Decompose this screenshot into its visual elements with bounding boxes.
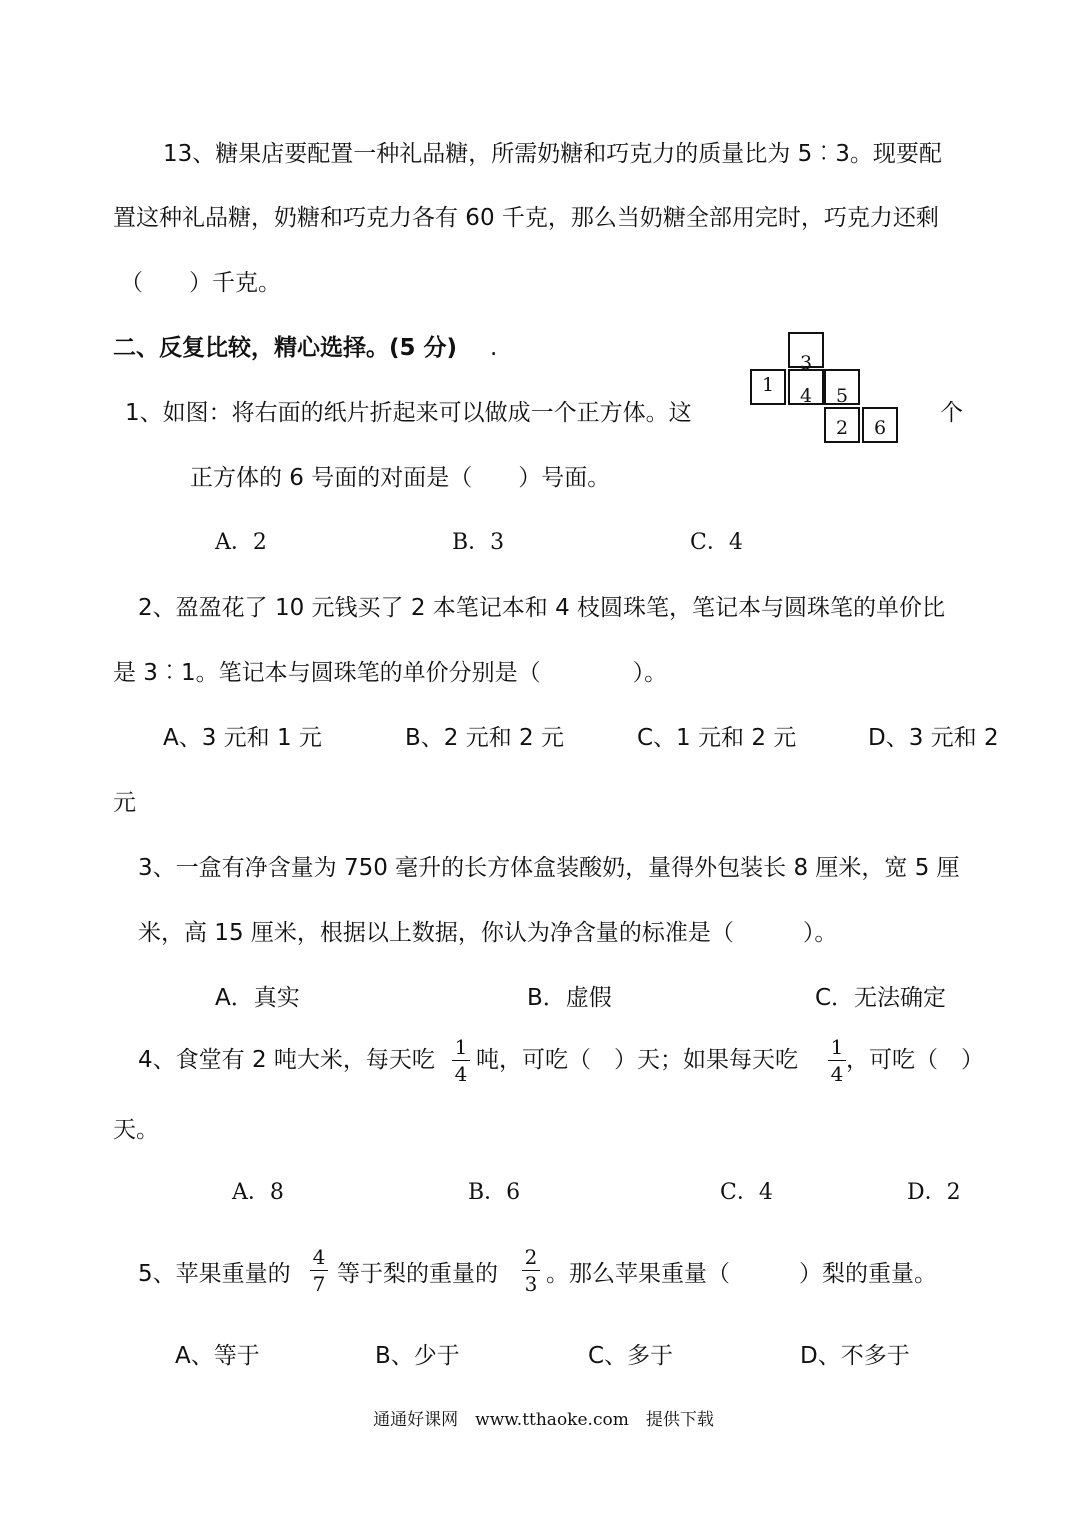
- net-cell-6: 6: [862, 407, 898, 443]
- page-footer: 通通好课网 www.tthaoke.com 提供下载: [373, 1410, 714, 1430]
- net-cell-3: 3: [788, 332, 824, 368]
- q4-fraction-1-numerator: 1: [454, 1035, 468, 1059]
- q2-option-d-wrap: 元: [113, 790, 136, 816]
- q4-text-part3: ，可吃（ ）: [846, 1047, 984, 1073]
- q2-option-d: D、3 元和 2: [868, 725, 999, 751]
- q13-line3: （ ）千克。: [120, 270, 281, 296]
- net-cell-2: 2: [824, 407, 860, 443]
- section-heading: 二、反复比较，精心选择。(5 分): [113, 335, 458, 361]
- q5-fraction-1-denominator: 7: [312, 1272, 326, 1296]
- q5-fraction-2-numerator: 2: [524, 1245, 538, 1269]
- q1-option-b: B．3: [452, 530, 505, 555]
- q4-option-c: C．4: [720, 1180, 773, 1205]
- q4-option-d: D．2: [907, 1180, 961, 1205]
- net-cell-5: 5: [824, 369, 860, 405]
- q5-option-c: C、多于: [588, 1343, 674, 1369]
- q3-option-a: A．真实: [215, 985, 300, 1011]
- q4-option-a: A．8: [232, 1180, 284, 1205]
- q3-option-c: C．无法确定: [815, 985, 947, 1011]
- q3-option-b: B．虚假: [527, 985, 612, 1011]
- q5-option-d: D、不多于: [800, 1343, 910, 1369]
- q1-line2: 正方体的 6 号面的对面是（ ）号面。: [190, 465, 611, 491]
- q5-text-part2: 等于梨的重量的: [337, 1261, 498, 1287]
- net-cell-4: 4: [788, 369, 824, 405]
- q4-wrap: 天。: [113, 1117, 159, 1143]
- q4-fraction-1-denominator: 4: [454, 1062, 468, 1086]
- q4-fraction-2: [828, 1035, 846, 1086]
- q3-line1: 3、一盒有净含量为 750 毫升的长方体盒装酸奶，量得外包装长 8 厘米，宽 5 厘: [138, 855, 960, 881]
- q2-option-b: B、2 元和 2 元: [405, 725, 564, 751]
- q5-fraction-1-numerator: 4: [312, 1245, 326, 1269]
- q13-line2: 置这种礼品糖，奶糖和巧克力各有 60 千克，那么当奶糖全部用完时，巧克力还剩: [113, 205, 939, 231]
- q2-line1: 2、盈盈花了 10 元钱买了 2 本笔记本和 4 枝圆珠笔，笔记本与圆珠笔的单价比: [138, 595, 946, 621]
- q4-fraction-2-denominator: 4: [830, 1062, 844, 1086]
- q4-text-part2: 吨，可吃（ ）天；如果每天吃: [476, 1047, 798, 1073]
- q1-line1: 1、如图：将右面的纸片折起来可以做成一个正方体。这: [125, 400, 692, 426]
- q5-text-part3: 。那么苹果重量（ ）梨的重量。: [546, 1261, 937, 1287]
- q13-line1: 13、糖果店要配置一种礼品糖，所需奶糖和巧克力的质量比为 5︰3。现要配: [163, 141, 942, 167]
- q4-text-part1: 4、食堂有 2 吨大米，每天吃: [138, 1047, 435, 1073]
- q1-option-c: C．4: [690, 530, 743, 555]
- net-cell-1: 1: [750, 369, 786, 405]
- q5-fraction-2-denominator: 3: [524, 1272, 538, 1296]
- section-heading-dot: .: [490, 335, 498, 361]
- q5-option-b: B、少于: [375, 1343, 460, 1369]
- q4-fraction-2-numerator: 1: [830, 1035, 844, 1059]
- q5-option-a: A、等于: [175, 1343, 260, 1369]
- q5-text-part1: 5、苹果重量的: [138, 1261, 291, 1287]
- q1-option-a: A．2: [215, 530, 267, 555]
- q5-fraction-2: [522, 1245, 540, 1296]
- q5-fraction-1: [310, 1245, 328, 1296]
- q3-line2: 米，高 15 厘米，根据以上数据，你认为净含量的标准是（ ）。: [138, 920, 838, 946]
- q4-fraction-1: [452, 1035, 470, 1086]
- q2-option-c: C、1 元和 2 元: [637, 725, 797, 751]
- q2-option-a: A、3 元和 1 元: [163, 725, 322, 751]
- q2-line2: 是 3︰1。笔记本与圆珠笔的单价分别是（ ）。: [113, 660, 668, 686]
- q1-line1-tail: 个: [940, 400, 963, 426]
- q4-option-b: B．6: [468, 1180, 521, 1205]
